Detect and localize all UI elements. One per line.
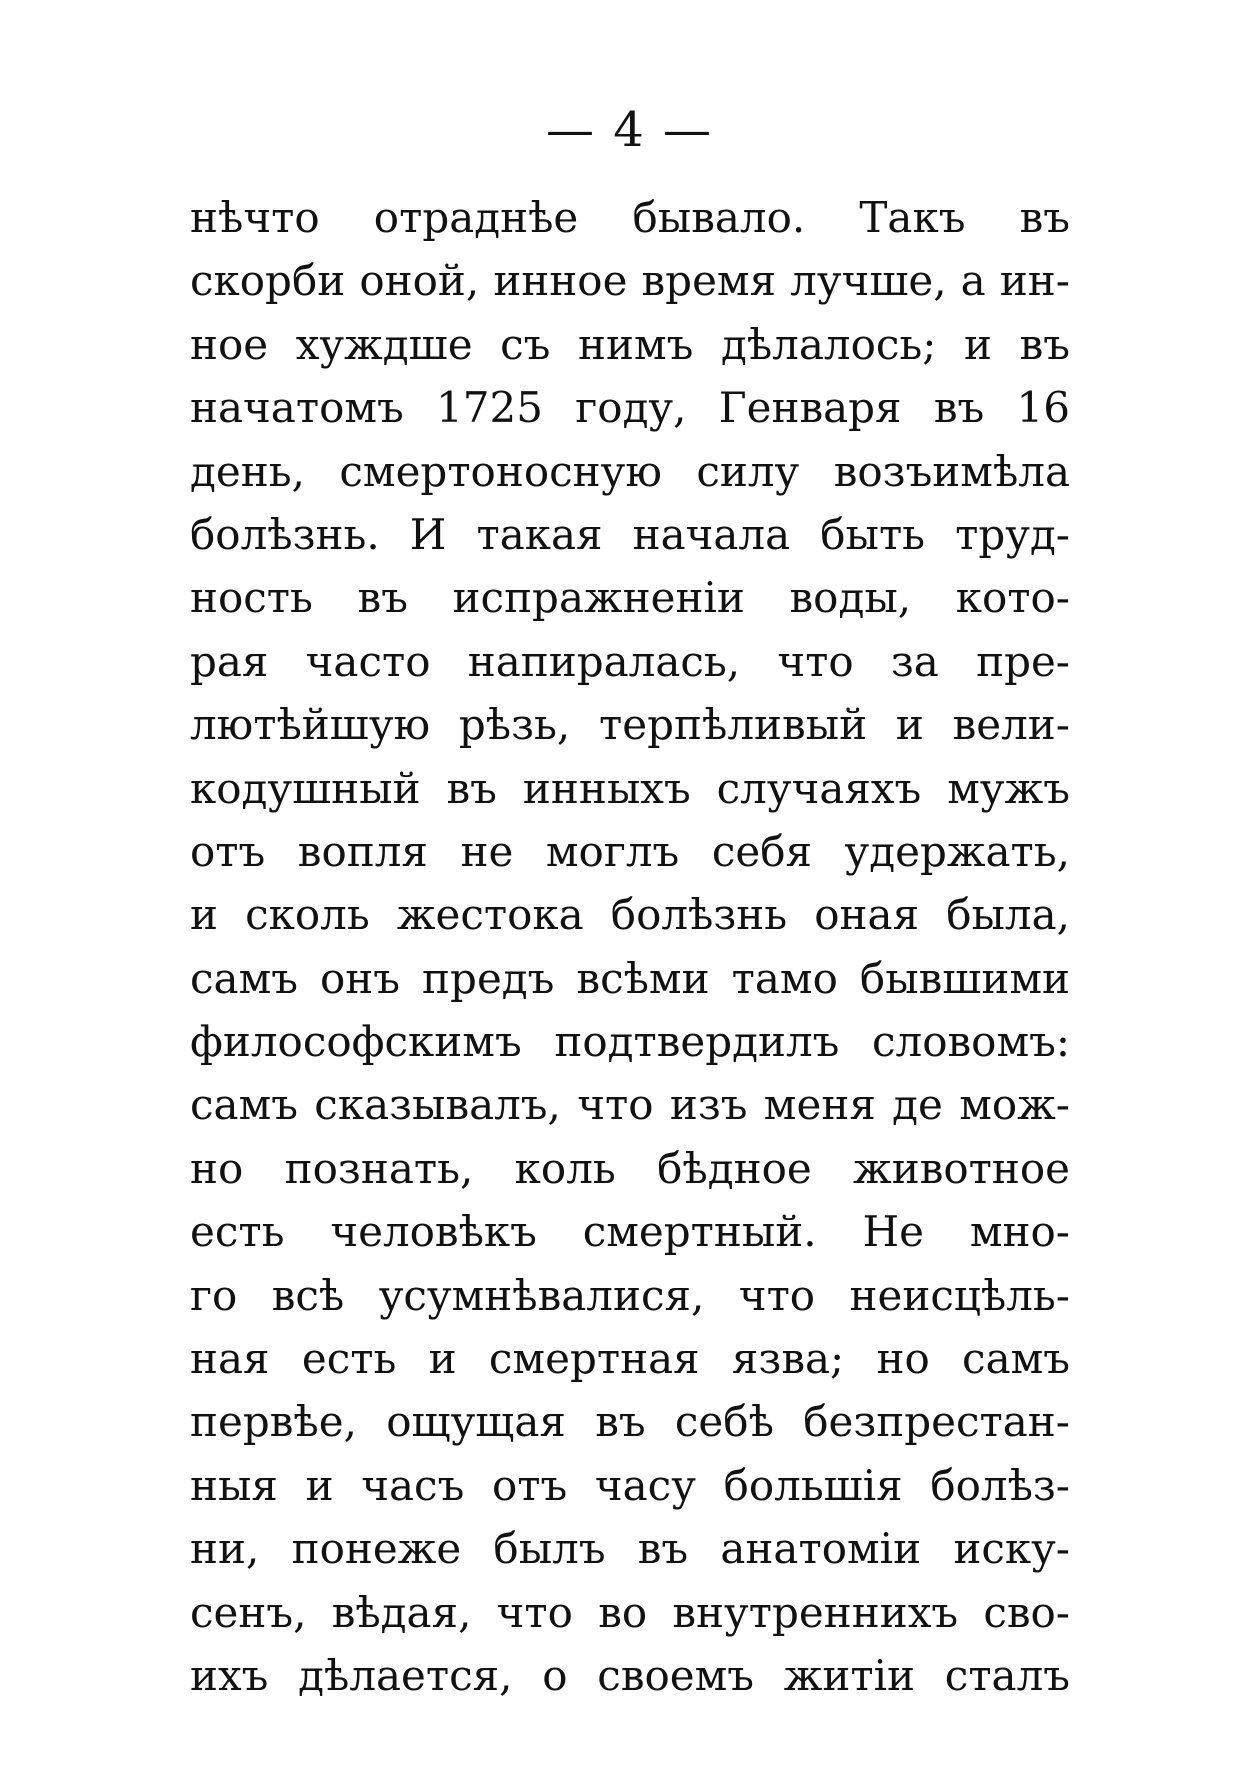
text-line: и сколь жестока болѣзнь оная была, <box>190 890 1070 940</box>
text-line: самъ онъ предъ всѣми тамо бывшими <box>190 953 1070 1003</box>
text-line: день, смертоносную силу возъимѣла <box>190 446 1070 496</box>
text-line: кодушный въ инныхъ случаяхъ мужъ <box>190 763 1070 813</box>
page-number: — 4 — <box>545 102 714 158</box>
text-line: сенъ, вѣдая, что во внутреннихъ сво- <box>190 1587 1070 1637</box>
text-line: ное хуждше съ нимъ дѣлалось; и въ <box>190 319 1070 369</box>
text-line: ность въ испражненіи воды, кото- <box>190 573 1070 623</box>
text-line: первѣе, ощущая въ себѣ безпрестан- <box>190 1397 1070 1447</box>
text-line: ная есть и смертная язва; но самъ <box>190 1334 1070 1384</box>
text-line: начатомъ 1725 году, Генваря въ 16 <box>190 383 1070 433</box>
text-line: ныя и часъ отъ часу большія болѣз- <box>190 1460 1070 1510</box>
text-line: скорби оной, инное время лучше, а ин- <box>190 256 1070 306</box>
text-line: лютѣйшую рѣзь, терпѣливый и вели- <box>190 700 1070 750</box>
text-line: рая часто напиралась, что за пре- <box>190 636 1070 686</box>
text-line: самъ сказывалъ, что изъ меня де мож- <box>190 1080 1070 1130</box>
text-line: ни, понеже былъ въ анатоміи иску- <box>190 1524 1070 1574</box>
text-line: нѣчто отраднѣе бывало. Такъ въ <box>190 193 1070 242</box>
text-line: отъ вопля не моглъ себя удержать, <box>190 826 1070 876</box>
text-line: го всѣ усумнѣвалися, что неисцѣль- <box>190 1270 1070 1320</box>
text-line: философскимъ подтвердилъ словомъ: <box>190 1017 1070 1067</box>
text-line: есть человѣкъ смертный. Не мно- <box>190 1207 1070 1257</box>
text-line: болѣзнь. И такая начала быть труд- <box>190 509 1070 559</box>
body-text <box>190 186 1070 1707</box>
text-line: ихъ дѣлается, о своемъ житіи сталъ <box>190 1650 1070 1700</box>
text-line: но познать, коль бѣдное животное <box>190 1143 1070 1193</box>
